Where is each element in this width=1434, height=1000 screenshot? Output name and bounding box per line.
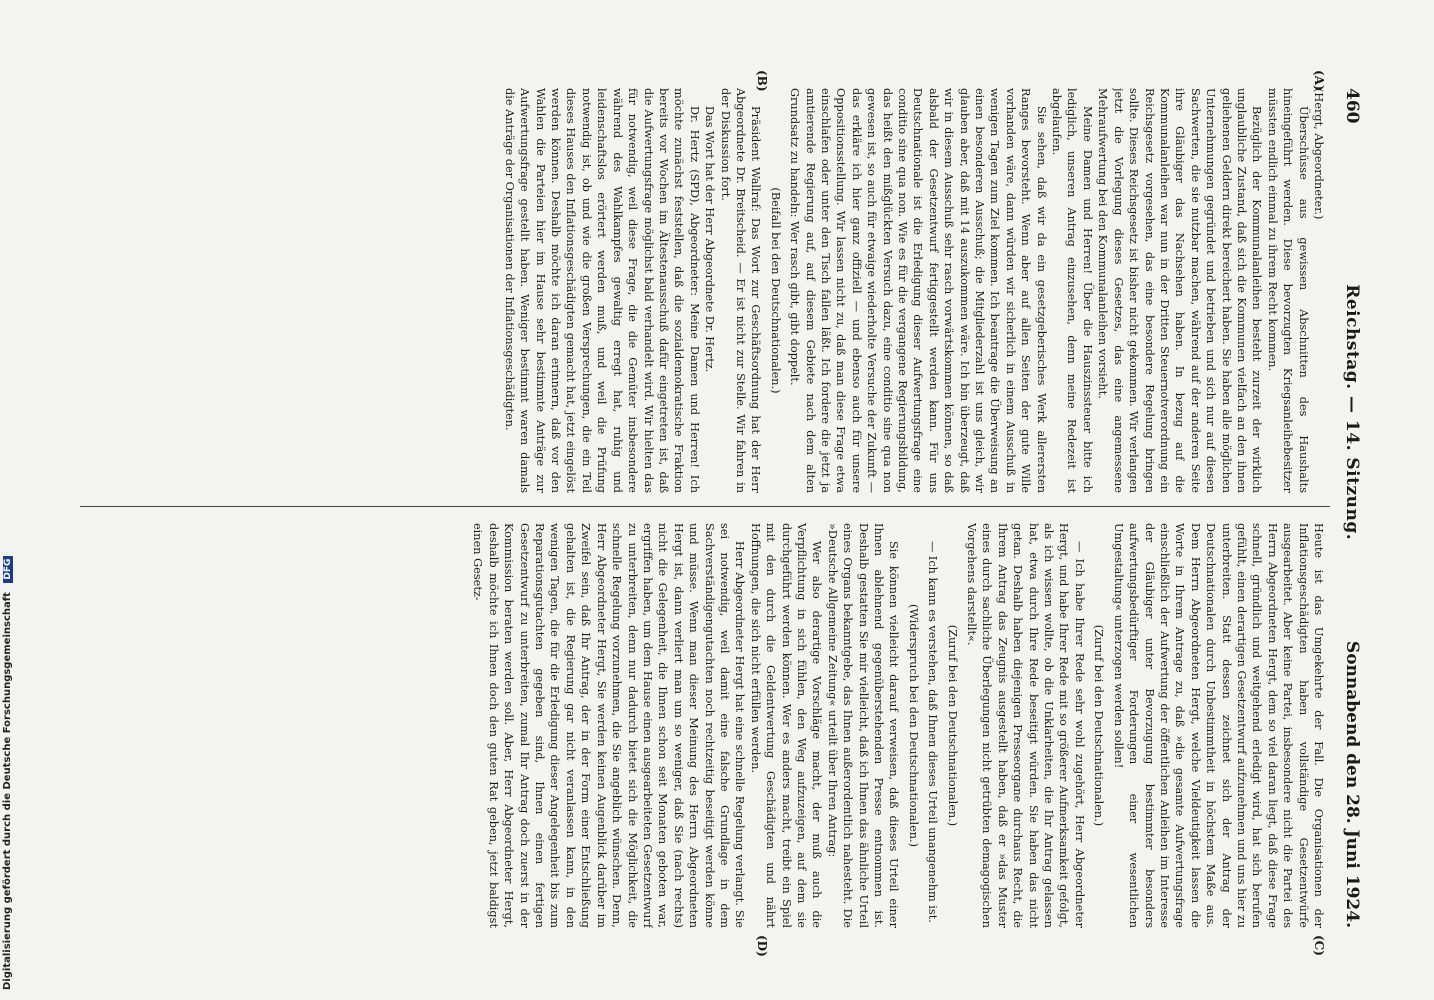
stage-direction: (Beifall bei den Deutschnationalen.): [768, 187, 782, 394]
digitization-credit: [2, 0, 22, 1000]
page-number: 460: [1342, 88, 1362, 124]
margin-marker-a: (A): [1312, 70, 1326, 91]
paragraph: Präsident Wallraf: Das Wort zur Geschäftsordnung hat der Herr Abgeordnete Dr. Breitscheid. — Er ist nicht zur Stelle. Wir fahren in der Diskussion fort.: [718, 88, 763, 493]
paragraph: (Hergt, Abgeordneter.): [1312, 88, 1325, 220]
paragraph: Dr. Hertz (SPD), Abgeordneter: Meine Damen und Herren! Ich möchte zunächst feststellen, daß die sozialdemokratische Fraktion bereits vor Wochen im Ältestenausschuß dafür eingetreten ist, daß die Aufwertungsfrage möglichst bald verhandelt wird. Wir hielten das für notwendig, weil diese Frage, die die Gemüter insbesondere während des Wahlkampfes gewaltig erregt hat, ruhig und leidenschaftslos erörtert werden muß, und weil die Prüfung notwendig ist, ob und wie die großen Versprechungen, die ein Teil dieses Hauses den Inflationsgeschädigten gemacht hat, jetzt eingelöst werden können. Deshalb möchte ich daran erinnern, daß vor den Wahlen die Parteien hier im Hause sehr bestimmte Anträge zur Aufwertungsfrage gestellt haben. Weniger bestimmt waren damals die Anträge der Organisationen der Inflationsgeschädigten.: [502, 88, 701, 493]
page-header: [1338, 88, 1366, 928]
paragraph: Sie können vielleicht darauf verweisen, daß dieses Urteil einer Ihnen ablehnend gegenüberstehenden Presse entnommen ist. Deshalb gestatten Sie mir vielleicht, daß ich Ihnen das ähnliche Urteil eines Organs bekanntgebe, das Ihnen außerordentlich nahesteht. Die »Deutsche Allgemeine Zeitung« urteilt über Ihren Antrag:: [825, 523, 901, 928]
right-text-column: [86, 523, 1326, 928]
paragraph: Herr Abgeordneter Hergt hat eine schnelle Regelung verlangt. Sie sei notwendig, weil damit eine falsche Grundlage in dem Sachverständigengutachten noch rechtzeitig beseitigt werden könne und müsse. Wenn man dieser Meinung des Herrn Abgeordneten Hergt ist, dann verliert man um so weniger, daß Sie (nach rechts) nicht die Gelegenheit, die Ihnen schon seit Monaten geboten war, ergriffen haben, um dem Hause einen ausgearbeiteten Gesetzentwurf zu unterbreiten, denn nur dadurch bietet sich die Möglichkeit, die schnelle Regelung vorzunehmen, die Sie angeblich wünschen. Denn, Herr Abgeordneter Hergt, Sie werden keinen Augenblick darüber im Zweifel sein, daß Ihr Antrag, der in der Form einer Entschließung gehalten ist, die Regierung gar nicht veranlassen kann, in den wenigen Tagen, die für die Erledigung dieser Angelegenheit bis zum Reparationsgutachten gegeben sind, Ihnen einen fertigen Gesetzentwurf zu unterbreiten, zumal Ihr Antrag doch zuerst in der Kommission beraten werden soll. Aber, Herr Abgeordneter Hergt, deshalb möchte ich Ihnen doch den guten Rat geben, jetzt baldigst einen Gesetz-: [471, 523, 747, 928]
stage-direction: (Zuruf bei den Deutschnationalen.): [1092, 624, 1106, 827]
column-divider: [80, 506, 1330, 507]
paragraph: Wer also derartige Vorschläge macht, der muß auch die Verpflichtung in sich fühlen, den Weg aufzuzeigen, auf dem sie durchgeführt werden können. Wer es anders macht, treibt ein Spiel mit den durch die Geldentwertung Geschädigten und nährt Hoffnungen, die sich nicht erfüllen werden.: [748, 523, 824, 928]
paragraph: — Ich habe Ihrer Rede sehr wohl zugehört, Herr Abgeordneter Hergt, und habe Ihrer Rede mit so größerer Aufmerksamkeit gefolgt, als ich wissen wollte, ob die Unklarheiten, die Ihr Antrag gelassen hat, etwa durch Ihre Rede beseitigt würden. Sie haben das nicht getan. Deshalb haben diejenigen Presseorgane durchaus Recht, die Ihrem Antrag das Zeugnis ausgestellt haben, daß er »das Muster eines durch sachliche Überlegungen nicht getrübten demagogischen Vorgehens darstellt«.: [965, 523, 1086, 928]
paragraph: Überschüsse aus gewissen Abschnitten des Haushalts hineingeführt werden. Diese bevorzugten Kriegsanleihebesitzer müssten endlich einmal zu ihrem Recht kommen.: [1265, 88, 1310, 493]
paragraph: Meine Damen und Herren! Über die Hauszinssteuer bitte ich lediglich, unseren Antrag einzusehen, denn meine Redezeit ist abgelaufen.: [1050, 88, 1094, 493]
paragraph: Das Wort hat der Herr Abgeordnete Dr. Hertz.: [703, 106, 717, 373]
page-title: Reichstag. — 14. Sitzung.: [1342, 284, 1362, 541]
left-text-column: [86, 88, 1326, 493]
paragraph: Heute ist das Umgekehrte der Fall. Die Organisationen der Inflationsgeschädigten haben vollständige Gesetzentwürfe ausgearbeitet. Aber keine Partei, insbesondere nicht die Partei des Herrn Abgeordneten Hergt, dem so viel daran liegt, daß diese Frage schnell, gründlich und weitgehend erledigt wird, hat sich berufen gefühlt, einen derartigen Gesetzentwurf aufzunehmen und uns hier zu unterbreiten. Statt dessen zeichnet sich der Antrag der Deutschnationalen durch Unbestimmtheit in höchstem Maße aus. Dem Herrn Abgeordneten Hergt, welche Vieldeutigkeit lassen die Worte in Ihrem Antrage zu, daß »die gesamte Aufwertungsfrage einschließlich der Aufwertung der öffentlichen Anleihen im Interesse der Gläubiger unter Bevorzugung bestimmter besonders aufwertungsbedürftiger Forderungen einer wesentlichen Umgestaltung« unterzogen werden sollen!: [1111, 523, 1325, 928]
margin-marker-b: (B): [755, 70, 769, 92]
paragraph: Sie sehen, daß wir da ein gesetzgeberisches Werk allerersten Ranges bevorsteht. Wenn aber auf allen Seiten der gute Wille vorhanden wäre, dann würden wir sicherlich in einem Ausschuß in wenigen Tagen zum Ziel kommen. Ich beantrage die Überweisung an einen besonderen Ausschuß; die Mitgliederzahl ist uns gleich, wir glauben aber, daß mit 14 auszukommen wäre. Ich bin überzeugt, daß wir in diesem Ausschuß sehr rasch vorwärtskommen können, so daß alsbald der Gesetzentwurf fertiggestellt werden kann. Für uns Deutschnationale ist die Erledigung dieser Aufwertungsfrage eine conditio sine qua non. Wie es für die vergangene Regierungsbildung, das heißt den mißglückten Versuch dazu, eine conditio sine qua non gewesen ist, so auch für etwaige wiederholte Versuche der Zukunft — das erkläre ich hier ganz offiziell — und ebenso auch für unsere Oppositionsstellung. Wir lassen nicht zu, daß man diese Frage etwa einschlafen oder unter den Tisch fallen läßt. Ich fordere die jetzt ja amtierende Regierung auf, auf diesem Gebiete nach dem alten Grundsatz zu handeln: Wer rasch gibt, gibt doppelt.: [788, 88, 1048, 493]
margin-marker-c: (C): [1312, 935, 1326, 956]
margin-marker-d: (D): [755, 935, 769, 957]
credit-text: Digitalisierung gefördert durch die Deutsche Forschungsgemeinschaft: [2, 592, 13, 990]
stage-direction: (Widerspruch bei den Deutschnationalen.): [906, 603, 920, 848]
stage-direction: (Zuruf bei den Deutschnationalen.): [945, 624, 959, 827]
dfg-logo: DFG: [3, 556, 13, 583]
session-date: Sonnabend den 28. Juni 1924.: [1342, 640, 1362, 928]
paragraph: — Ich kann es verstehen, daß Ihnen dieses Urteil unangenehm ist.: [926, 541, 940, 923]
paragraph: Bezüglich der Kommunalanleihen besteht zurzeit der wirklich unglaubliche Zustand, daß sich die Kommunen vielfach an den ihnen geliehenen Geldern direkt bereichert haben. Sie haben alle möglichen Unternehmungen gegründet und betrieben und sich nur auf diesen Sachwerten, die sie nutzbar machen, während auf der anderen Seite ihre Gläubiger das Nachsehen haben. In bezug auf die Kommunalanleihen war nun in der Dritten Steuernotverordnung ein Reichsgesetz vorgesehen, das eine besondere Regelung bringen sollte. Dieses Reichsgesetz ist bisher nicht gekommen. Wir verlangen jetzt die Vorlegung dieses Gesetzes, das eine angemessene Mehraufwertung bei den Kommunalanleihen vorsieht.: [1096, 88, 1264, 493]
